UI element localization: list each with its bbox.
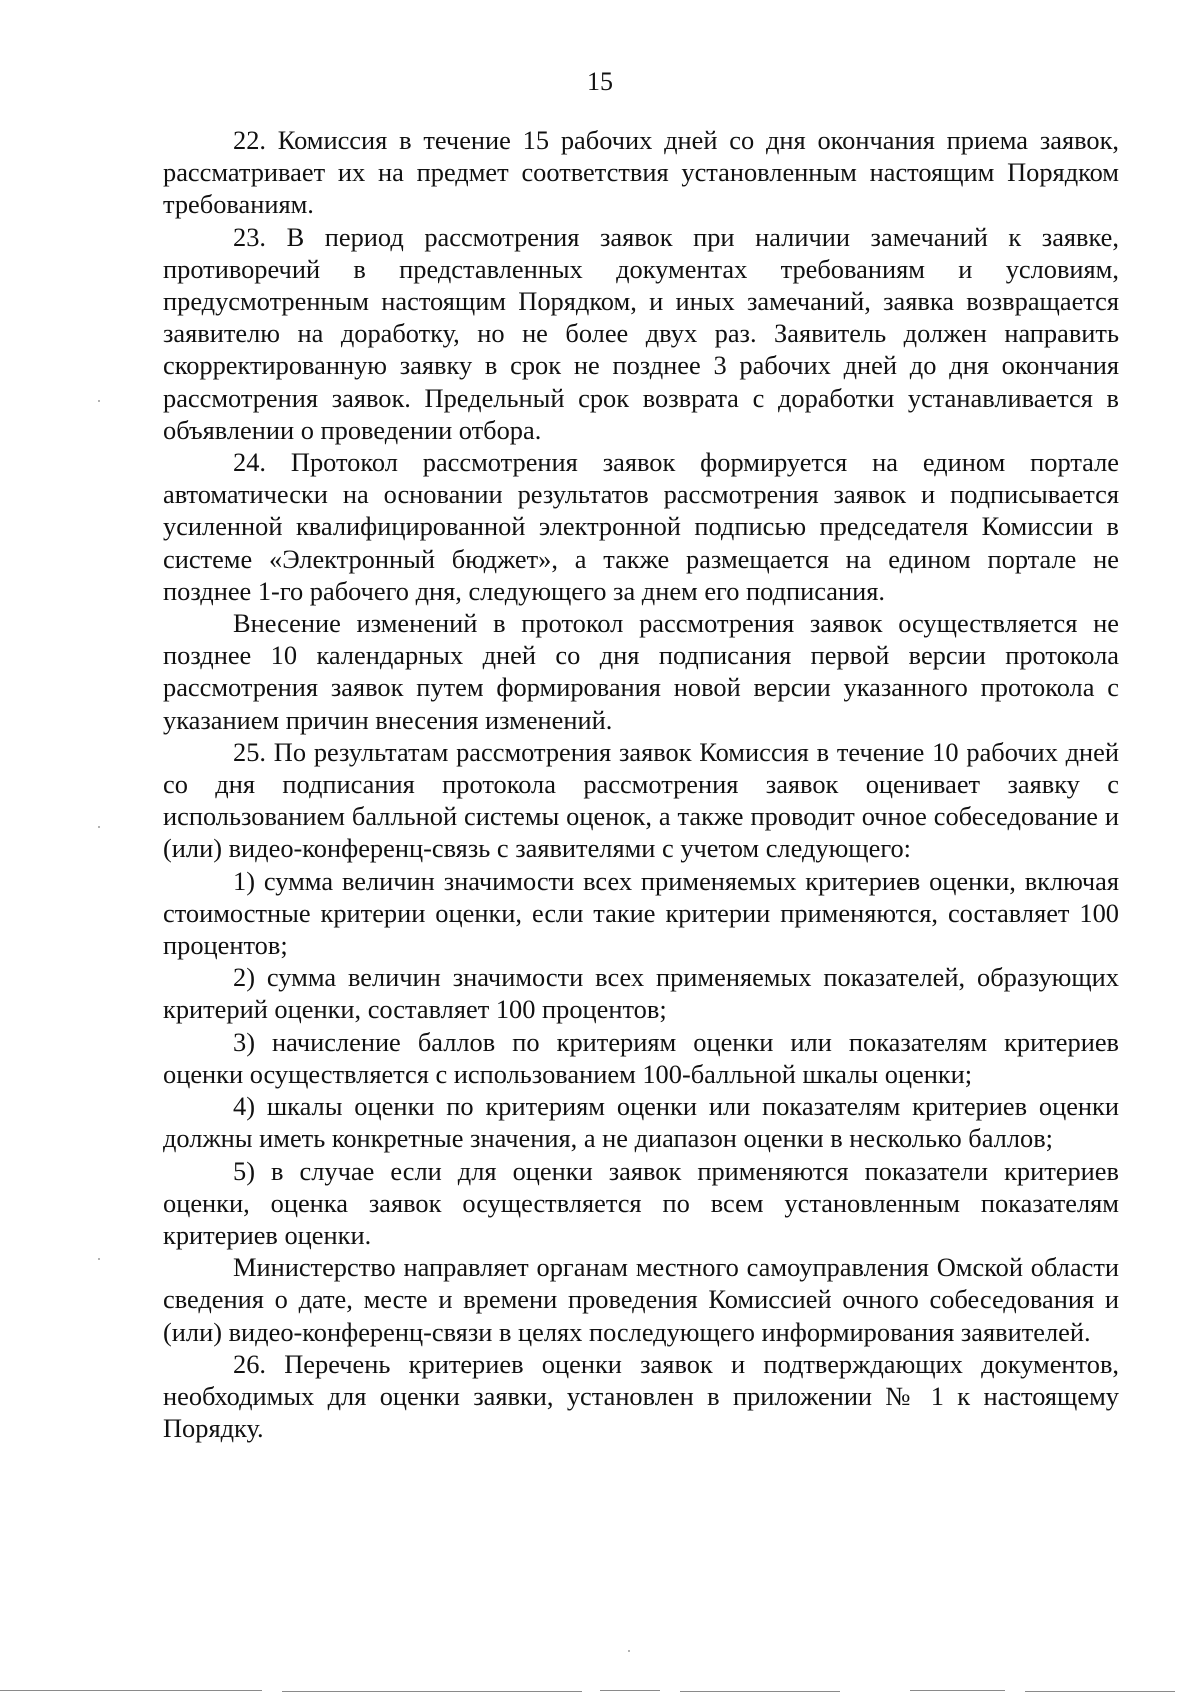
paragraph-22: 22. Комиссия в течение 15 рабочих дней со дня окончания приема заявок, рассматривает их на предмет соответствия установленным настоящим Порядком требованиям. bbox=[163, 125, 1119, 220]
paragraph-24: 24. Протокол рассмотрения заявок формируется на едином портале автоматически на основании результатов рассмотрения заявок и подписывается усиленной квалифицированной электронной подписью председателя Комиссии в системе «Электронный бюджет», а также размещается на едином портале не позднее 1-го рабочего дня, следующего за днем его подписания. bbox=[163, 447, 1119, 606]
paragraph-25: 25. По результатам рассмотрения заявок Комиссия в течение 10 рабочих дней со дня подписания протокола рассмотрения заявок оценивает заявку с использованием балльной системы оценок, а также проводит очное собеседование и (или) видео-конференц-связь с заявителями с учетом следующего: bbox=[163, 736, 1119, 864]
paragraph-26: 26. Перечень критериев оценки заявок и подтверждающих документов, необходимых для оценки заявки, установлен в приложении № 1 к настоящему Порядку. bbox=[163, 1348, 1119, 1444]
scan-edge-line bbox=[600, 1690, 660, 1691]
scan-edge-line bbox=[680, 1691, 840, 1692]
paragraph-23: 23. В период рассмотрения заявок при наличии замечаний к заявке, противоречий в представленных документах требованиям и условиям, предусмотренным настоящим Порядком, и иных замечаний, заявка возвращается заявителю на доработку, но не более двух раз. Заявитель должен направить скорректированную заявку в срок не позднее 3 рабочих дней до дня окончания рассмотрения заявок. Предельный срок возврата с доработки устанавливается в объявлении о проведении отбора. bbox=[163, 221, 1119, 445]
paragraph-protocol-changes: Внесение изменений в протокол рассмотрения заявок осуществляется не позднее 10 календарных дней со дня подписания первой версии протокола рассмотрения заявок путем формирования новой версии указанного протокола с указанием причин внесения изменений. bbox=[163, 608, 1119, 735]
scan-edge-line bbox=[1025, 1691, 1175, 1692]
scan-speck bbox=[98, 1258, 100, 1260]
scan-speck bbox=[98, 400, 100, 402]
list-item-1: 1) сумма величин значимости всех применяемых критериев оценки, включая стоимостные критерии оценки, если такие критерии применяются, составляет 100 процентов; bbox=[163, 865, 1119, 961]
list-item-2: 2) сумма величин значимости всех применяемых показателей, образующих критерий оценки, составляет 100 процентов; bbox=[163, 962, 1119, 1025]
scan-edge-line bbox=[282, 1691, 582, 1692]
scan-speck bbox=[628, 1650, 630, 1652]
list-item-4: 4) шкалы оценки по критериям оценки или показателям критериев оценки должны иметь конкретные значения, а не диапазон оценки в несколько баллов; bbox=[163, 1091, 1119, 1154]
paragraph-ministry-notice: Министерство направляет органам местного самоуправления Омской области сведения о дате, месте и времени проведения Комиссией очного собеседования и (или) видео-конференц-связи в целях последующего информирования заявителей. bbox=[163, 1252, 1119, 1347]
list-item-5: 5) в случае если для оценки заявок применяются показатели критериев оценки, оценка заявок осуществляется по всем установленным показателям критериев оценки. bbox=[163, 1155, 1119, 1250]
document-body bbox=[163, 124, 1119, 1444]
scan-edge-line bbox=[0, 1690, 262, 1691]
list-item-3: 3) начисление баллов по критериям оценки или показателям критериев оценки осуществляется с использованием 100-балльной шкалы оценки; bbox=[163, 1026, 1119, 1089]
scan-edge-line bbox=[910, 1690, 1005, 1691]
scan-speck bbox=[98, 826, 100, 828]
page-number: 15 bbox=[587, 67, 613, 96]
